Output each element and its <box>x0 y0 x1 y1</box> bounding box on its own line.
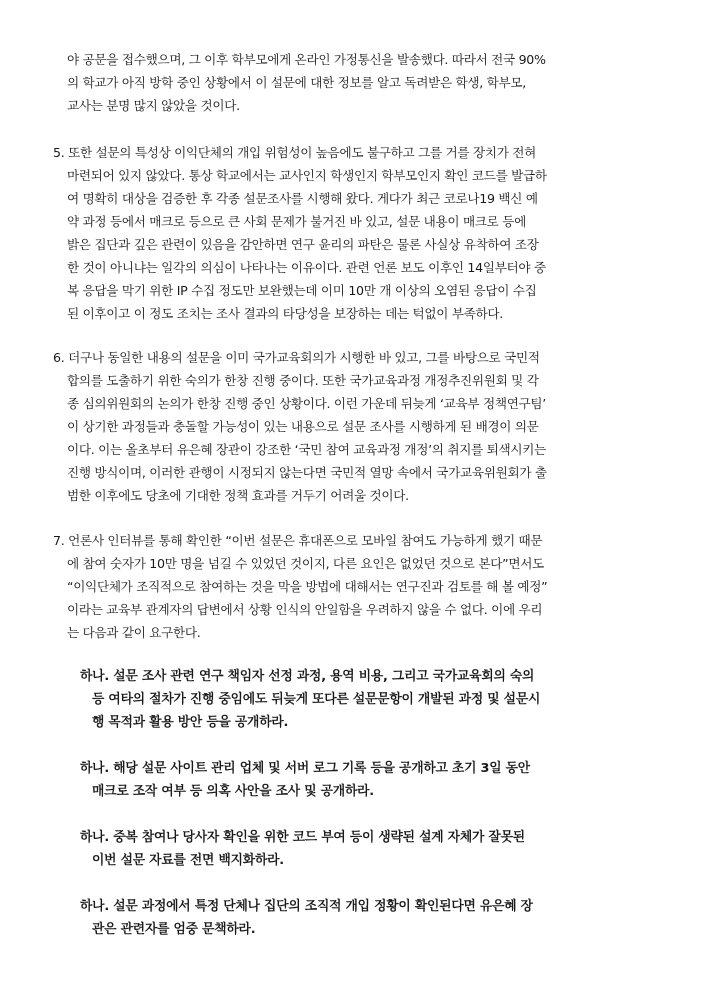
text-line: “이익단체가 조직적으로 참여하는 것을 막을 방법에 대해서는 연구진과 검토를 해 볼 예정” <box>67 579 548 594</box>
text-line: 밝은 집단과 깊은 관련이 있음을 감안하면 연구 윤리의 파탄은 물론 사실상 유착하여 조장 <box>67 237 539 252</box>
text-line: 된 이후이고 이 정도 조치는 조사 결과의 타당성을 보장하는 데는 턱없이 부족하다. <box>67 306 504 321</box>
text-line: 진행 방식이며, 이러한 관행이 시정되지 않는다면 국민적 열망 속에서 국가교육위원회가 출 <box>67 465 547 480</box>
text-line: 여 명확히 대상을 검증한 후 각종 설문조사를 시행해 왔다. 게다가 최근 코로나19 백신 예 <box>67 191 538 206</box>
demand-line: 등 여타의 절차가 진행 중임에도 뒤늦게 또다른 설문문항이 개발된 과정 및 설문시 <box>92 692 541 707</box>
text-line: 는 다음과 같이 요구한다. <box>67 625 201 640</box>
text-line: 약 과정 등에서 매크로 등으로 큰 사회 문제가 불거진 바 있고, 설문 내용이 매크로 등에 <box>67 214 526 229</box>
text-line: 이다. 이는 올초부터 유은혜 장관이 강조한 ‘국민 참여 교육과정 개정’의 취지를 퇴색시키는 <box>67 442 547 457</box>
text-line: 에 참여 숫자가 10만 명을 넘길 수 있었던 것이지, 다른 요인은 없었던 것으로 본다”면서도 <box>67 556 544 571</box>
text-line: 마련되어 있지 않았다. 통상 학교에서는 교사인지 학생인지 학부모인지 확인 코드를 발급하 <box>67 168 547 183</box>
text-line: 의 학교가 아직 방학 중인 상황에서 이 설문에 대한 정보를 알고 독려받은 학생, 학부모, <box>67 75 526 90</box>
text-line: 종 심의위원회의 논의가 한창 진행 중인 상황이다. 이런 가운데 뒤늦게 ‘교육부 정책연구팀’ <box>67 396 547 411</box>
text-line: 합의를 도출하기 위한 숙의가 한창 진행 중이다. 또한 국가교육과정 개정추진위원회 및 각 <box>67 373 539 388</box>
text-line: 이 상기한 과정들과 충돌할 가능성이 있는 내용으로 설문 조사를 시행하게 된 배경이 의문 <box>67 419 539 434</box>
demand-line: 행 목적과 활용 방안 등을 공개하라. <box>92 715 289 730</box>
demand-line: 하나. 해당 설문 사이트 관리 업체 및 서버 로그 기록 등을 공개하고 초기 3일 동안 <box>80 761 530 776</box>
text-line: 6. 더구나 동일한 내용의 설문을 이미 국가교육회의가 시행한 바 있고, 그를 바탕으로 국민적 <box>53 350 540 365</box>
demand-line: 하나. 중복 참여나 당사자 확인을 위한 코드 부여 등이 생략된 설계 자체가 잘못된 <box>80 830 525 845</box>
text-line: 야 공문을 접수했으며, 그 이후 학부모에게 온라인 가정통신을 발송했다. 따라서 전국 90% <box>67 52 546 67</box>
demand-line: 하나. 설문 과정에서 특정 단체나 집단의 조직적 개입 정황이 확인된다면 유은혜 장 <box>80 899 533 914</box>
demand-line: 하나. 설문 조사 관련 연구 책임자 선정 과정, 용역 비용, 그리고 국가교육회의 숙의 <box>80 669 535 684</box>
text-line: 복 응답을 막기 위한 IP 수집 정도만 보완했는데 이미 10만 개 이상의 오염된 응답이 수집 <box>67 283 537 298</box>
text-line: 7. 언론사 인터뷰를 통해 확인한 “이번 설문은 휴대폰으로 모바일 참여도 가능하게 했기 때문 <box>53 533 543 548</box>
text-line: 교사는 분명 많지 않았을 것이다. <box>67 98 240 113</box>
text-line: 범한 이후에도 당초에 기대한 정책 효과를 거두기 어려울 것이다. <box>67 488 409 503</box>
text-line: 이라는 교육부 관계자의 답변에서 상황 인식의 안일함을 우려하지 않을 수 없다. 이에 우리 <box>67 602 543 617</box>
text-line: 한 것이 아니냐는 일각의 의심이 나타나는 이유이다. 관련 언론 보도 이후인 14일부터야 중 <box>67 260 546 275</box>
demand-line: 매크로 조작 여부 등 의혹 사안을 조사 및 공개하라. <box>92 784 374 799</box>
demand-line: 이번 설문 자료를 전면 백지화하라. <box>92 853 284 868</box>
text-line: 5. 또한 설문의 특성상 이익단체의 개입 위험성이 높음에도 불구하고 그를 거를 장치가 전혀 <box>53 145 537 160</box>
demand-line: 관은 관련자를 엄중 문책하라. <box>92 922 256 937</box>
